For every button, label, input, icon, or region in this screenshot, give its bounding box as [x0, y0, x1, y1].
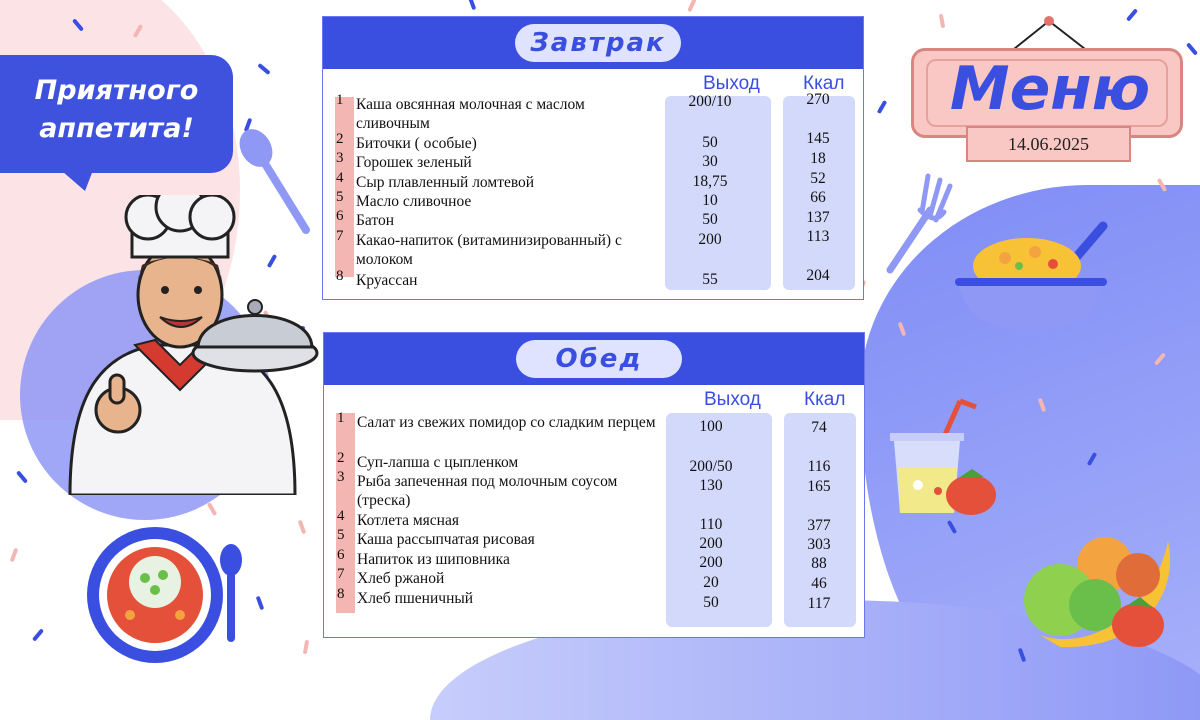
menu-item-row [337, 547, 662, 569]
fork-icon [880, 170, 960, 280]
greeting-line-1: Приятного [34, 75, 199, 106]
menu-item-row [336, 150, 661, 172]
item-number: 6 [337, 547, 345, 563]
menu-date: 14.06.2025 [966, 126, 1131, 162]
item-output: 200 [699, 554, 723, 571]
item-output: 110 [699, 516, 723, 533]
menu-item-row [336, 170, 661, 192]
menu-item-row [336, 131, 661, 153]
item-name: Биточки ( особые) [356, 135, 477, 152]
menu-item-row [337, 566, 662, 588]
item-output: 30 [702, 153, 718, 170]
greeting-bubble-tail [55, 165, 95, 191]
item-output: 10 [702, 192, 718, 209]
item-name: Котлета мясная [357, 512, 459, 529]
item-number: 8 [337, 586, 345, 602]
item-kcal: 303 [807, 536, 831, 553]
item-kcal: 137 [806, 209, 830, 226]
item-name: Хлеб ржаной [357, 570, 445, 587]
breakfast-output-header: Выход [703, 73, 760, 94]
menu-item-row [337, 450, 662, 472]
item-output: 200 [699, 535, 723, 552]
item-number: 1 [336, 92, 344, 108]
item-name: Салат из свежих помидор со сладким перцем [357, 414, 656, 431]
item-number: 2 [337, 450, 345, 466]
chef-illustration [40, 195, 320, 495]
menu-item-row [337, 586, 662, 608]
menu-item-row [337, 527, 662, 549]
menu-item-row [337, 508, 662, 530]
menu-item-row [336, 228, 661, 269]
menu-item-row [336, 92, 661, 133]
item-number: 1 [337, 410, 345, 426]
item-output: 200 [698, 231, 722, 248]
item-number: 4 [337, 508, 345, 524]
item-kcal: 116 [807, 458, 831, 475]
item-output: 50 [702, 134, 718, 151]
item-name: Хлеб пшеничный [357, 590, 474, 607]
breakfast-title: Завтрак [515, 24, 681, 62]
item-name: Рыба запеченная под молочным соусом (треска) [357, 473, 618, 509]
menu-title: Меню [949, 54, 1151, 124]
soup-plate-illustration [85, 520, 255, 670]
item-name: Какао-напиток (витаминизированный) с молоком [356, 232, 622, 268]
item-name: Круассан [356, 272, 418, 289]
item-output: 200/50 [689, 458, 733, 475]
item-name: Каша рассыпчатая рисовая [357, 531, 535, 548]
item-kcal: 165 [807, 478, 831, 495]
item-output: 200/10 [688, 93, 732, 110]
item-name: Каша овсянная молочная с маслом сливочным [356, 96, 585, 132]
lunch-output-header: Выход [704, 389, 761, 410]
item-name: Масло сливочное [356, 193, 472, 210]
item-kcal: 117 [807, 595, 831, 612]
menu-item-row [336, 268, 661, 290]
item-output: 18,75 [692, 173, 728, 190]
menu-item-row [337, 469, 662, 510]
item-output: 50 [703, 594, 719, 611]
item-name: Сыр плавленный ломтевой [356, 174, 535, 191]
item-number: 6 [336, 208, 344, 224]
item-kcal: 270 [806, 91, 830, 108]
item-kcal: 113 [806, 228, 830, 245]
item-kcal: 74 [811, 419, 827, 436]
menu-item-row [336, 189, 661, 211]
item-number: 8 [336, 268, 344, 284]
item-number: 3 [337, 469, 345, 485]
item-kcal: 88 [811, 555, 827, 572]
lunch-title: Обед [516, 340, 682, 378]
item-kcal: 377 [807, 517, 831, 534]
greeting-bubble [0, 55, 233, 173]
item-output: 20 [703, 574, 719, 591]
item-kcal: 18 [810, 150, 826, 167]
item-output: 130 [699, 477, 723, 494]
item-kcal: 145 [806, 130, 830, 147]
item-output: 55 [702, 271, 718, 288]
greeting-line-2: аппетита! [39, 113, 194, 144]
lunch-kcal-header: Ккал [804, 389, 846, 410]
bowl-illustration [955, 218, 1115, 338]
item-output: 100 [699, 418, 723, 435]
item-kcal: 204 [806, 267, 830, 284]
item-kcal: 66 [810, 189, 826, 206]
fruits-illustration [1020, 535, 1195, 650]
breakfast-kcal-header: Ккал [803, 73, 845, 94]
menu-item-row [336, 208, 661, 230]
item-number: 7 [336, 228, 344, 244]
item-number: 7 [337, 566, 345, 582]
item-number: 3 [336, 150, 344, 166]
item-output: 50 [702, 211, 718, 228]
lunch-section [323, 332, 865, 638]
item-number: 5 [336, 189, 344, 205]
item-name: Суп-лапша с цыпленком [357, 454, 519, 471]
item-name: Горошек зеленый [356, 154, 472, 171]
item-number: 5 [337, 527, 345, 543]
item-number: 2 [336, 131, 344, 147]
item-name: Батон [356, 212, 394, 229]
breakfast-section [322, 16, 864, 300]
item-number: 4 [336, 170, 344, 186]
item-kcal: 52 [810, 170, 826, 187]
drink-glass-illustration [888, 395, 1008, 520]
menu-item-row [337, 410, 662, 432]
item-name: Напиток из шиповника [357, 551, 510, 568]
item-kcal: 46 [811, 575, 827, 592]
